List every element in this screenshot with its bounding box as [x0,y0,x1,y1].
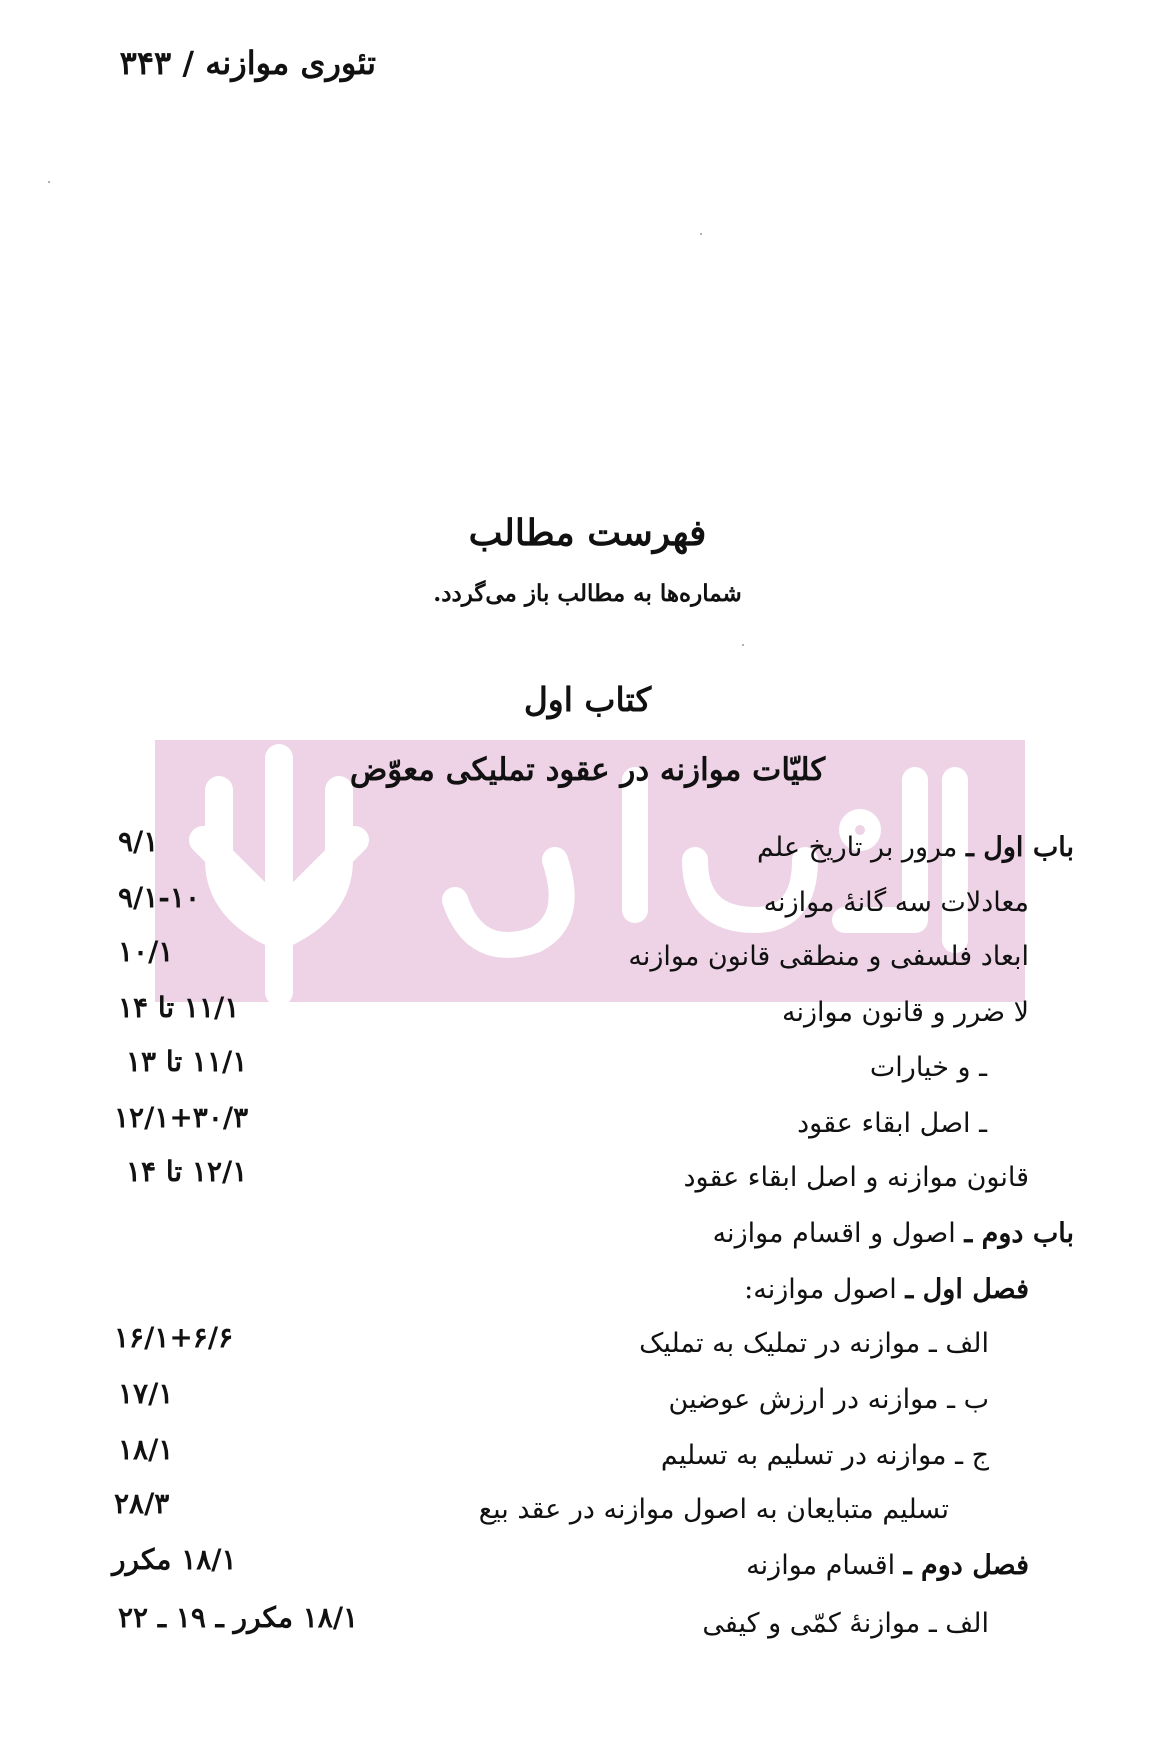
toc-title: فهرست مطالب [468,512,707,554]
entry-text: ج ـ موازنه در تسلیم به تسلیم [660,1440,989,1471]
entry-lead: باب اول ـ [965,832,1074,863]
toc-entry-ref: ۱۰/۱ [118,935,174,968]
toc-entry-title [639,1324,989,1364]
toc-entry-title [764,883,1029,923]
toc-entry-title [702,1604,989,1644]
entry-text: مرور بر تاریخ علم [757,832,958,863]
toc-entry-title [870,1048,987,1088]
entry-text: ب ـ موازنه در ارزش عوضین [668,1384,989,1415]
toc-entry-ref: ۱۸/۱ مکرر ـ ۱۹ ـ ۲۲ [118,1601,359,1634]
entry-text: ـ و خیارات [869,1052,987,1083]
toc-entry-title [713,1214,1074,1254]
toc-entry-title [746,1546,1029,1586]
entry-text: قانون موازنه و اصل ابقاء عقود [683,1162,1029,1193]
entry-text: الف ـ موازنهٔ کمّی و کیفی [702,1608,989,1639]
toc-entry-ref: ۱۱/۱ تا ۱۴ [118,991,240,1024]
entry-text: ابعاد فلسفی و منطقی قانون موازنه [628,941,1029,972]
toc-entry-ref: ۱۲/۱ تا ۱۴ [126,1155,248,1188]
entry-text: الف ـ موازنه در تملیک به تملیک [639,1328,989,1359]
toc-entry-ref: ۱۲/۱+۳۰/۳ [114,1101,249,1134]
entry-text: معادلات سه گانهٔ موازنه [763,887,1029,918]
entry-text: ـ اصل ابقاء عقود [797,1108,987,1139]
toc-entry-ref: ۱۶/۱+۶/۶ [114,1321,234,1354]
toc-entry-ref: ۱۷/۱ [118,1377,174,1410]
toc-entry-ref: ۱۸/۱ [118,1433,174,1466]
entry-text: تسلیم متبایعان به اصول موازنه در عقد بیع [478,1494,949,1525]
toc-entry-title [757,828,1074,868]
toc-entry-title [683,1158,1029,1198]
entry-lead: فصل دوم ـ [903,1550,1029,1581]
running-header: تئوری موازنه / ۳۴۳ [119,44,376,82]
toc-entry-title [479,1490,949,1530]
toc-entry-title [661,1436,989,1476]
toc-entry-title [628,937,1029,977]
entry-lead: فصل اول ـ [905,1274,1029,1305]
toc-note: شماره‌ها به مطالب باز می‌گردد. [433,580,742,607]
book-title: کتاب اول [523,680,652,719]
toc-entry-ref: ۱۱/۱ تا ۱۳ [126,1045,248,1078]
toc-entry-title [669,1380,989,1420]
entry-text: اصول موازنه: [744,1274,897,1305]
toc-entry-ref: ۲۸/۳ [114,1487,170,1520]
entry-text: لا ضرر و قانون موازنه [782,997,1029,1028]
toc-entry-title [744,1270,1029,1310]
toc-entry-title [797,1104,987,1144]
entry-text: اصول و اقسام موازنه [712,1218,956,1249]
toc-entry-title [782,993,1029,1033]
toc-entry-ref: ۹/۱ [118,825,159,858]
toc-entry-ref: ۹/۱-۱۰ [118,881,201,914]
book-subtitle: کلیّات موازنه در عقود تملیکی معوّض [349,752,826,788]
entry-lead: باب دوم ـ [964,1218,1074,1249]
toc-entry-ref: ۱۸/۱ مکرر [112,1543,237,1576]
entry-text: اقسام موازنه [746,1550,896,1581]
